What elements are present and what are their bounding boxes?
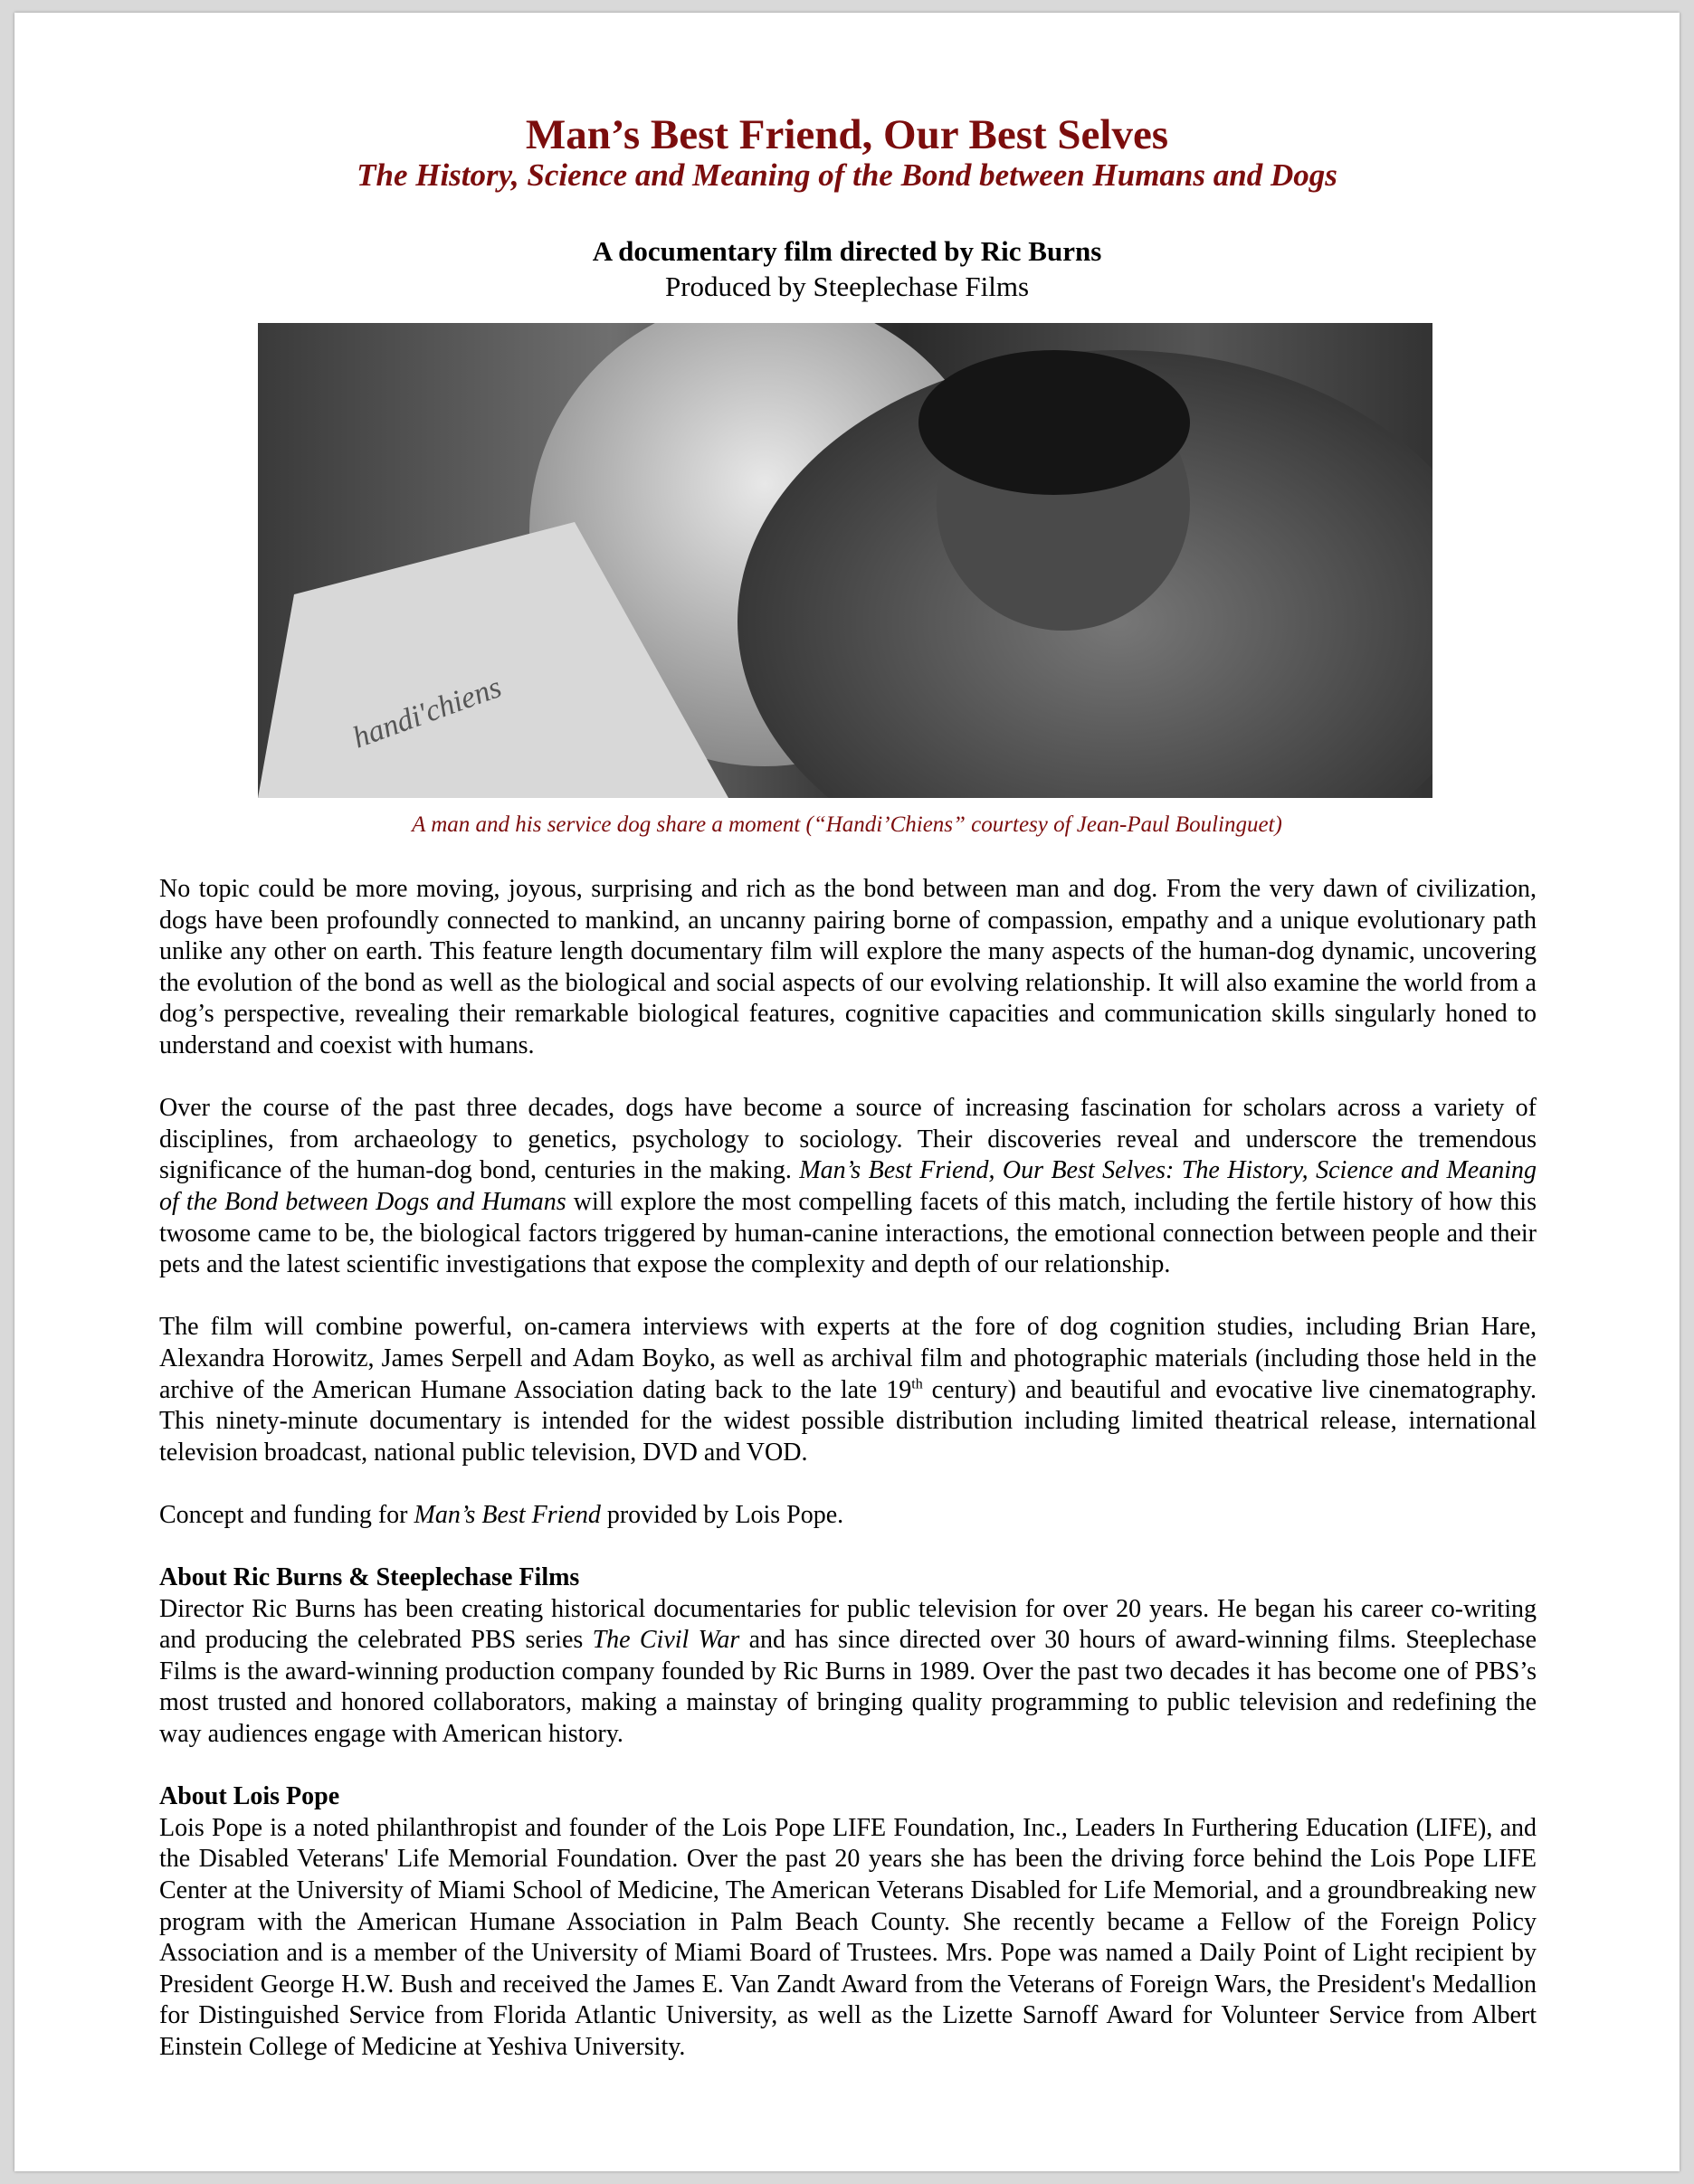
body-text: Concept and funding for [159,1500,414,1529]
italic-title-text: Man’s Best Friend, Our Best Selves: The History, Science and Meaning of the Bond between Dogs and Humans [159,1156,1537,1216]
body-text: The film will combine powerful, on-camera interviews with experts at the fore of dog cognition studies, including Brian Hare, Alexandra Horowitz, James Serpell and Adam Boyko, as well as archival film and photographic materials (including those held in the archive of the American Humane Association dating back to the late 19 [159,1313,1537,1404]
document-subtitle: The History, Science and Meaning of the Bond between Humans and Dogs [357,157,1337,193]
photo-caption: A man and his service dog share a moment (“Handi’Chiens” courtesy of Jean-Paul Boulinguet) [412,812,1282,837]
body-text: Director Ric Burns has been creating historical documentaries for public television for over 20 years. He began his career co-writing and producing the celebrated PBS series [159,1594,1537,1655]
italic-title-text: Man’s Best Friend [414,1500,601,1529]
body-text: century) and beautiful and evocative live cinematography. This ninety-minute documentary is intended for the widest possible distribution including limited theatrical release, international television broadcast, national public television, DVD and VOD. [159,1375,1537,1467]
body-text: and has since directed over 30 hours of award-winning films. Steeplechase Films is the award-winning production company founded by Ric Burns in 1989. Over the past two decades it has become one of PBS’s most trusted and honored collaborators, making a mainstay of bringing quality programming to public television and redefining the way audiences engage with American history. [159,1626,1537,1749]
document-page [14,13,1680,2171]
about-section [159,1781,1537,2063]
italic-title-text: The Civil War [592,1626,740,1655]
body-text: Lois Pope is a noted philanthropist and founder of the Lois Pope LIFE Foundation, Inc., Leaders In Furthering Education (LIFE), and the Disabled Veterans' Life Memorial Foundation. Over the past 20 years she has been the driving force behind the Lois Pope LIFE Center at the University of Miami School of Medicine, The American Veterans Disabled for Life Memorial, and a groundbreaking new program with the American Humane Association in Palm Beach County. She recently became a Fellow of the Foreign Policy Association and is a member of the University of Miami Board of Trustees. Mrs. Pope was named a Daily Point of Light recipient by President George H.W. Bush and received the James E. Van Zandt Award from the Veterans of Foreign Wars, the President's Medallion for Distinguished Service from Florida Atlantic University, as well as the Lizette Sarnoff Award for Volunteer Service from Albert Einstein College of Medicine at Yeshiva University. [159,1813,1537,2061]
document-body [159,874,1537,2094]
body-paragraph [159,1093,1537,1281]
section-paragraph [159,1813,1537,2064]
producer-credit: Produced by Steeplechase Films [664,271,1030,302]
body-paragraph [159,1312,1537,1468]
body-paragraph [159,1500,1537,1532]
document-title: Man’s Best Friend, Our Best Selves [525,111,1169,158]
body-text: No topic could be more moving, joyous, surprising and rich as the bond between man and dog. From the very dawn of civilization, dogs have been profoundly connected to mankind, an uncanny pairing borne of compassion, empathy and a unique evolutionary path unlike any other on earth. This feature length documentary film will explore the many aspects of the human-dog dynamic, uncovering the evolution of the bond as well as the biological and social aspects of our evolving relationship. It will also examine the world from a dog’s perspective, revealing their remarkable biological features, cognitive capacities and communication skills singularly honed to understand and coexist with humans. [159,875,1537,1059]
photo-man-and-service-dog [258,323,1432,798]
man-hair-shape [918,350,1190,495]
section-paragraph [159,1594,1537,1751]
superscript-text: th [911,1376,923,1392]
section-heading: About Lois Pope [159,1782,340,1811]
body-text: will explore the most compelling facets of this match, including the fertile history of how this twosome came to be, the biological factors triggered by human-canine interactions, the emotional connection between people and their pets and the latest scientific investigations that expose the complexity and depth of our relationship. [159,1187,1537,1279]
director-credit: A documentary film directed by Ric Burns [592,235,1102,267]
photo-illustration [258,323,1432,798]
body-text: provided by Lois Pope. [600,1500,844,1529]
body-paragraph [159,874,1537,1062]
about-section [159,1562,1537,1751]
section-heading: About Ric Burns & Steeplechase Films [159,1563,580,1592]
bag-logo: handi'chiens [348,670,506,755]
body-text: Over the course of the past three decades, dogs have become a source of increasing fascination for scholars across a variety of disciplines, from archaeology to genetics, psychology to sociology. Their discoveries reveal and underscore the tremendous significance of the human-dog bond, centuries in the making. [159,1094,1537,1185]
